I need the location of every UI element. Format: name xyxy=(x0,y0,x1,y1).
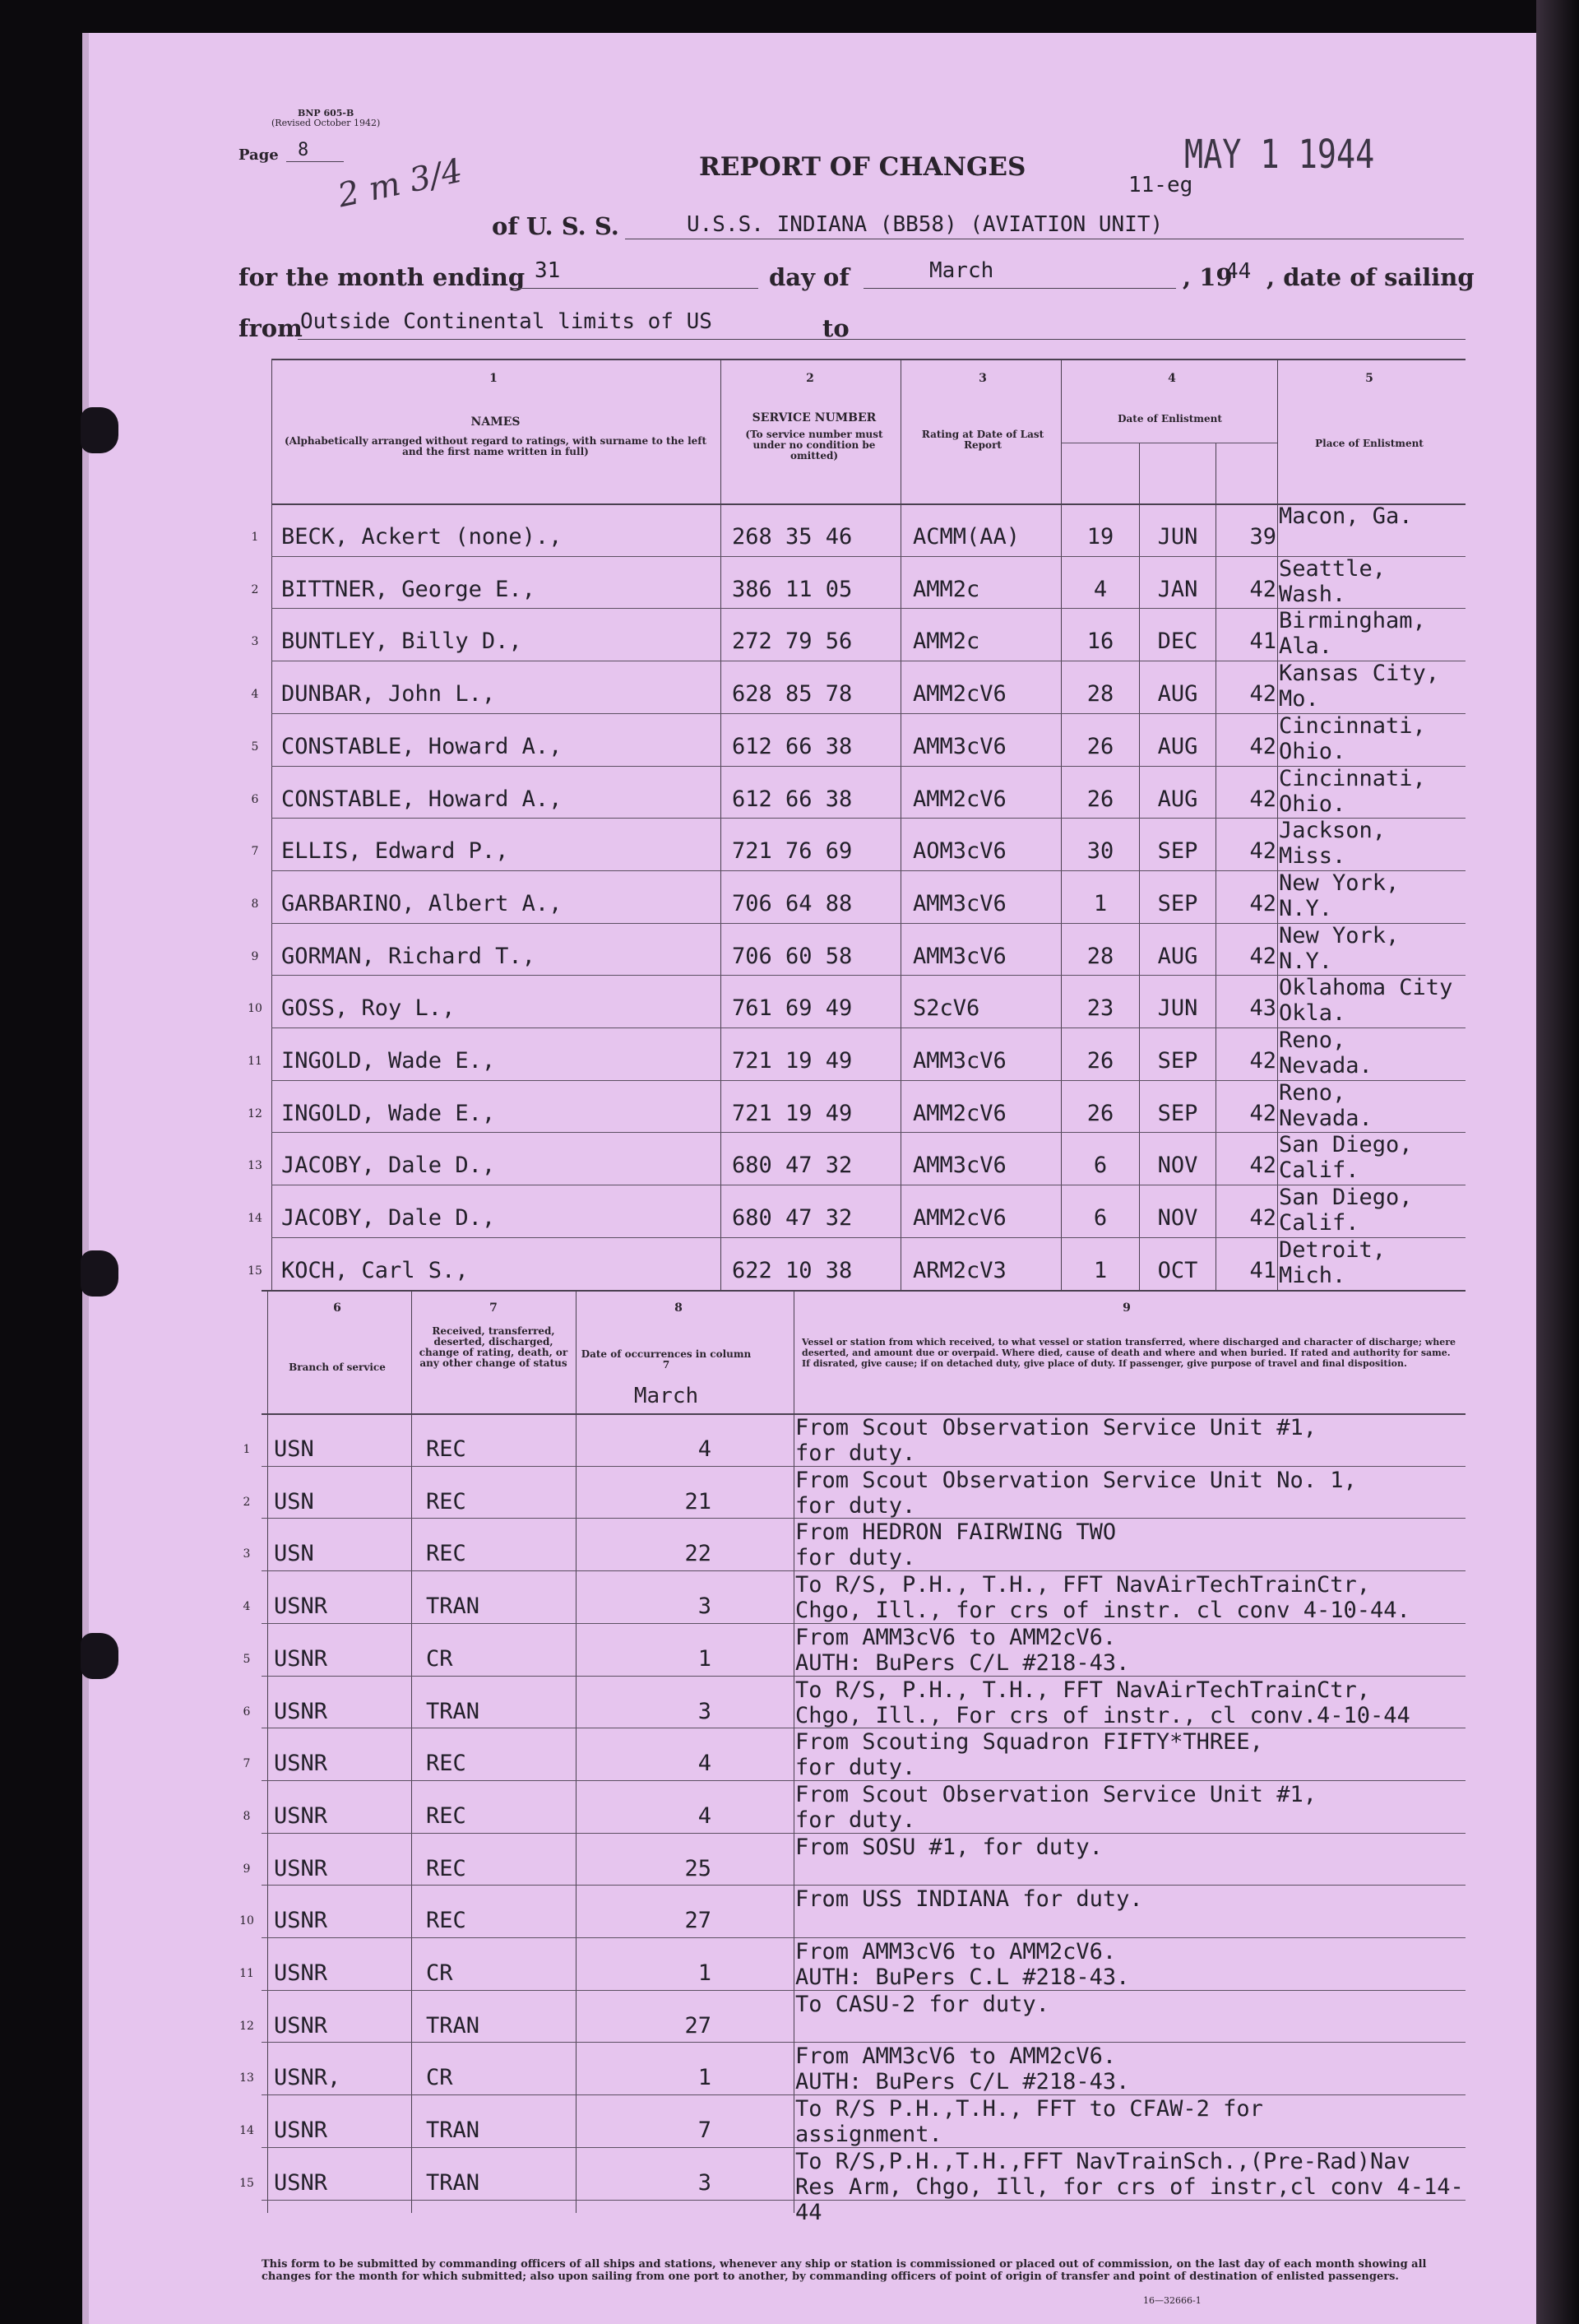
enlist-month-cell: SEP xyxy=(1157,838,1198,865)
enlist-day-cell: 28 xyxy=(1086,681,1114,707)
enlist-day-cell: 4 xyxy=(1093,576,1108,602)
enlist-place-cell: Birmingham, Ala. xyxy=(1279,608,1426,660)
status-cell: CR xyxy=(426,1960,453,1986)
row-number: 14 xyxy=(248,1212,262,1226)
enlist-year-cell: 42 xyxy=(1249,838,1276,865)
names-title: NAMES xyxy=(470,415,521,429)
row-number: 9 xyxy=(243,1862,251,1876)
service-number-cell: 706 60 58 xyxy=(732,943,853,969)
to-label: to xyxy=(822,314,850,342)
branch-cell: USNR xyxy=(274,1645,328,1672)
enlist-place-cell: Cincinnati, Ohio. xyxy=(1279,712,1426,764)
remarks-cell: From Scout Observation Service Unit #1, for duty. xyxy=(795,1415,1317,1466)
remarks-cell: From Scout Observation Service Unit #1, for duty. xyxy=(795,1781,1317,1833)
service-number-cell: 622 10 38 xyxy=(732,1257,853,1283)
rating-cell: ACMM(AA) xyxy=(913,524,1021,550)
enlist-year-cell: 41 xyxy=(1249,629,1276,655)
enlist-day-cell: 6 xyxy=(1093,1205,1108,1232)
name-cell: GOSS, Roy L., xyxy=(281,995,456,1022)
enlist-day-cell: 26 xyxy=(1086,1100,1114,1126)
enlist-day-cell: 1 xyxy=(1093,1257,1108,1283)
col-number-6: 6 xyxy=(333,1301,341,1315)
enlist-month-cell: NOV xyxy=(1157,1153,1198,1179)
enlist-place-cell: Cincinnati, Ohio. xyxy=(1279,765,1426,817)
row-number: 10 xyxy=(248,1002,262,1016)
occurrence-date-cell: 1 xyxy=(697,2065,711,2091)
page-underline xyxy=(286,161,344,162)
remarks-cell: From AMM3cV6 to AMM2cV6. AUTH: BuPers C/L #218-43. xyxy=(795,1624,1130,1676)
rule xyxy=(720,359,721,1290)
clerk-code: 11-eg xyxy=(1128,173,1193,197)
occurrence-date-cell: 4 xyxy=(697,1751,711,1777)
col-number-8: 8 xyxy=(674,1301,683,1315)
name-cell: INGOLD, Wade E., xyxy=(281,1100,496,1126)
form-code xyxy=(271,109,380,128)
status-cell: TRAN xyxy=(426,2118,480,2144)
enlist-year-cell: 42 xyxy=(1249,890,1276,916)
name-cell: CONSTABLE, Howard A., xyxy=(281,786,563,812)
branch-cell: USNR xyxy=(274,2118,328,2144)
enlist-month-cell: AUG xyxy=(1157,943,1198,969)
rule xyxy=(262,1290,1466,1292)
status-cell: CR xyxy=(426,1645,453,1672)
rule xyxy=(411,1290,412,2213)
enlist-day-cell: 30 xyxy=(1086,838,1114,865)
month-ending-label: for the month ending xyxy=(238,263,526,291)
enlist-day-cell: 16 xyxy=(1086,629,1114,655)
status-cell: REC xyxy=(426,1751,466,1777)
day-of-label: day of xyxy=(769,263,850,291)
service-number-cell: 272 79 56 xyxy=(732,629,853,655)
enlist-place-cell: Oklahoma City Okla. xyxy=(1279,975,1453,1027)
status-cell: REC xyxy=(426,1541,466,1567)
row-number: 11 xyxy=(248,1055,262,1068)
remarks-cell: From Scout Observation Service Unit No. 1, for duty. xyxy=(795,1467,1357,1519)
enlist-place-cell: New York, N.Y. xyxy=(1279,922,1400,974)
enlist-day-cell: 19 xyxy=(1086,524,1114,550)
branch-cell: USN xyxy=(274,1488,314,1515)
service-number-cell: 612 66 38 xyxy=(732,786,853,812)
row-number: 11 xyxy=(239,1967,254,1980)
enlist-place-cell: Macon, Ga. xyxy=(1279,503,1413,529)
service-note: (To service number must under no condition be omitted) xyxy=(745,429,883,462)
enlist-year-cell: 42 xyxy=(1249,681,1276,707)
remarks-cell: From AMM3cV6 to AMM2cV6. AUTH: BuPers C.L #218-43. xyxy=(795,1939,1130,1990)
rating-title: Rating at Date of Last Report xyxy=(921,429,1044,451)
occurrence-date-cell: 3 xyxy=(697,2169,711,2196)
from-value: Outside Continental limits of US xyxy=(300,309,712,334)
service-title: SERVICE NUMBER xyxy=(752,411,877,424)
remarks-cell: To R/S,P.H.,T.H.,FFT NavTrainSch.,(Pre-Rad)Nav Res Arm, Chgo, Ill, for crs of instr,cl conv 4-14- 44 xyxy=(795,2148,1464,2225)
year-suffix: 44 xyxy=(1225,259,1252,284)
status-cell: REC xyxy=(426,1488,466,1515)
service-number-cell: 268 35 46 xyxy=(732,524,853,550)
enlist-day-cell: 26 xyxy=(1086,786,1114,812)
names-note: (Alphabetically arranged without regard to ratings, with surname to the left and the first name written in full) xyxy=(284,435,707,457)
enlist-place-title: Place of Enlistment xyxy=(1315,438,1424,449)
rule xyxy=(267,1290,268,2213)
enlist-place-cell: New York, N.Y. xyxy=(1279,870,1400,921)
name-cell: JACOBY, Dale D., xyxy=(281,1153,496,1179)
enlist-day-cell: 26 xyxy=(1086,733,1114,759)
row-number: 15 xyxy=(239,2176,254,2190)
name-cell: BITTNER, George E., xyxy=(281,576,535,602)
status-cell: TRAN xyxy=(426,2012,480,2039)
enlist-day-cell: 1 xyxy=(1093,890,1108,916)
row-number: 2 xyxy=(243,1495,251,1509)
rating-cell: AMM3cV6 xyxy=(913,943,1007,969)
row-number: 1 xyxy=(243,1443,251,1456)
enlist-day-cell: 26 xyxy=(1086,1048,1114,1074)
row-number: 1 xyxy=(251,531,259,544)
enlist-year-cell: 43 xyxy=(1249,995,1276,1022)
occurrence-date-cell: 27 xyxy=(684,2012,711,2039)
status-cell: REC xyxy=(426,1908,466,1934)
occurrence-date-cell: 7 xyxy=(697,2118,711,2144)
enlist-month-cell: SEP xyxy=(1157,1100,1198,1126)
branch-cell: USNR xyxy=(274,1855,328,1881)
print-code: 16—32666-1 xyxy=(1143,2295,1202,2306)
remarks-cell: From SOSU #1, for duty. xyxy=(795,1834,1103,1860)
binder-hole-icon xyxy=(81,407,118,453)
branch-cell: USNR xyxy=(274,2169,328,2196)
day-underline xyxy=(512,288,758,289)
remarks-cell: To CASU-2 for duty. xyxy=(795,1991,1049,2017)
remarks-cell: To R/S P.H.,T.H., FFT to CFAW-2 for assignment. xyxy=(795,2096,1263,2148)
month-value: March xyxy=(929,258,994,283)
row-number: 9 xyxy=(251,949,259,963)
col-number-1: 1 xyxy=(489,372,498,385)
rating-cell: AMM2cV6 xyxy=(913,1100,1007,1126)
form-code-number: BNP 605-B xyxy=(298,108,354,118)
service-number-cell: 761 69 49 xyxy=(732,995,853,1022)
date-stamp: MAY 1 1944 xyxy=(1184,132,1375,178)
enlist-day-cell: 6 xyxy=(1093,1153,1108,1179)
enlist-year-cell: 42 xyxy=(1249,733,1276,759)
status-cell: TRAN xyxy=(426,1698,480,1724)
row-number: 5 xyxy=(251,740,259,754)
enlist-month-cell: AUG xyxy=(1157,681,1198,707)
row-number: 6 xyxy=(251,792,259,806)
uss-value: U.S.S. INDIANA (BB58) (AVIATION UNIT) xyxy=(687,212,1164,237)
status-cell: TRAN xyxy=(426,1593,480,1620)
rating-cell: AMM2c xyxy=(913,629,980,655)
rule xyxy=(1277,359,1278,1290)
from-label: from xyxy=(238,314,303,342)
name-cell: JACOBY, Dale D., xyxy=(281,1205,496,1232)
row-number: 2 xyxy=(251,582,259,596)
branch-cell: USNR xyxy=(274,1751,328,1777)
day-value: 31 xyxy=(535,258,561,283)
occurrence-date-cell: 4 xyxy=(697,1436,711,1462)
branch-cell: USNR xyxy=(274,1802,328,1829)
enlist-year-cell: 42 xyxy=(1249,943,1276,969)
row-number: 5 xyxy=(243,1652,251,1666)
row-number: 13 xyxy=(248,1159,262,1173)
remarks-cell: From AMM3cV6 to AMM2cV6. AUTH: BuPers C/L #218-43. xyxy=(795,2043,1130,2095)
enlist-month-cell: DEC xyxy=(1157,629,1198,655)
date-month: March xyxy=(633,1384,699,1408)
rating-cell: AMM3cV6 xyxy=(913,1153,1007,1179)
enlist-date-title: Date of Enlistment xyxy=(1118,413,1222,424)
row-number: 8 xyxy=(243,1809,251,1823)
month-underline xyxy=(864,288,1176,289)
remarks-title: Vessel or station from which received, to what vessel or station transferred, where discharged and character of discharge; where deserted, and amount due or overpaid. Where died, cause of death and where and when buried. If rated and authority for same. If disrated, give cause; if on detached duty, give place of duty. If passenger, give purpose of travel and final disposition. xyxy=(802,1337,1456,1369)
col-number-5: 5 xyxy=(1365,372,1373,385)
enlist-year-cell: 42 xyxy=(1249,786,1276,812)
occurrence-date-cell: 3 xyxy=(697,1593,711,1620)
row-number: 3 xyxy=(243,1547,251,1561)
enlist-day-cell: 28 xyxy=(1086,943,1114,969)
enlist-year-cell: 42 xyxy=(1249,1205,1276,1232)
enlist-place-cell: Reno, Nevada. xyxy=(1279,1027,1373,1079)
service-number-cell: 386 11 05 xyxy=(732,576,853,602)
status-cell: TRAN xyxy=(426,2169,480,2196)
remarks-cell: To R/S, P.H., T.H., FFT NavAirTechTrainCtr, Chgo, Ill., for crs of instr. cl conv 4-10-44. xyxy=(795,1572,1410,1624)
binder-hole-icon xyxy=(81,1633,118,1679)
service-number-cell: 706 64 88 xyxy=(732,890,853,916)
page-number: 8 xyxy=(298,140,309,160)
occurrence-date-cell: 22 xyxy=(684,1541,711,1567)
occurrence-date-cell: 1 xyxy=(697,1645,711,1672)
row-number: 7 xyxy=(251,845,259,859)
occurrence-date-cell: 27 xyxy=(684,1908,711,1934)
binder-hole-icon xyxy=(81,1250,118,1297)
occurrence-date-cell: 25 xyxy=(684,1855,711,1881)
branch-cell: USNR xyxy=(274,1960,328,1986)
col-number-4: 4 xyxy=(1168,372,1176,385)
uss-label: of U. S. S. xyxy=(492,212,619,240)
rating-cell: AMM2cV6 xyxy=(913,786,1007,812)
page-label: Page xyxy=(238,146,279,164)
occurrence-date-cell: 1 xyxy=(697,1960,711,1986)
enlist-place-cell: Detroit, Mich. xyxy=(1279,1236,1387,1288)
from-underline xyxy=(298,339,1466,340)
name-cell: DUNBAR, John L., xyxy=(281,681,496,707)
row-number: 4 xyxy=(251,688,259,702)
branch-cell: USNR xyxy=(274,1698,328,1724)
row-number: 8 xyxy=(251,897,259,911)
row-number: 10 xyxy=(239,1914,254,1928)
status-title: Received, transferred, deserted, discharged, change of rating, death, or any other change of status xyxy=(419,1325,568,1369)
table-row-rule xyxy=(262,1937,1466,1938)
col-number-9: 9 xyxy=(1123,1301,1131,1315)
table-row-rule xyxy=(262,2042,1466,2043)
enlist-year-cell: 42 xyxy=(1249,1153,1276,1179)
remarks-cell: From USS INDIANA for duty. xyxy=(795,1886,1143,1913)
rule xyxy=(271,359,272,1290)
name-cell: KOCH, Carl S., xyxy=(281,1257,469,1283)
rating-cell: AMM3cV6 xyxy=(913,890,1007,916)
rule xyxy=(1139,443,1140,1290)
enlist-month-cell: JUN xyxy=(1157,524,1198,550)
occurrence-date-cell: 21 xyxy=(684,1488,711,1515)
scan-edge xyxy=(1536,0,1579,2324)
enlist-year-cell: 41 xyxy=(1249,1257,1276,1283)
enlist-year-cell: 42 xyxy=(1249,1048,1276,1074)
enlist-month-cell: SEP xyxy=(1157,1048,1198,1074)
name-cell: BUNTLEY, Billy D., xyxy=(281,629,522,655)
enlist-month-cell: OCT xyxy=(1157,1257,1198,1283)
year-prefix: , 19 xyxy=(1183,263,1233,291)
col-number-2: 2 xyxy=(806,372,814,385)
enlist-place-cell: San Diego, Calif. xyxy=(1279,1132,1413,1184)
rating-cell: AMM3cV6 xyxy=(913,733,1007,759)
rating-cell: S2cV6 xyxy=(913,995,980,1022)
row-number: 14 xyxy=(239,2124,254,2138)
branch-cell: USN xyxy=(274,1436,314,1462)
status-cell: REC xyxy=(426,1436,466,1462)
enlist-month-cell: JUN xyxy=(1157,995,1198,1022)
branch-title: Branch of service xyxy=(289,1361,386,1373)
branch-cell: USNR xyxy=(274,1593,328,1620)
status-cell: REC xyxy=(426,1802,466,1829)
enlist-year-cell: 42 xyxy=(1249,1100,1276,1126)
rating-cell: ARM2cV3 xyxy=(913,1257,1007,1283)
enlist-month-cell: JAN xyxy=(1157,576,1198,602)
row-number: 4 xyxy=(243,1600,251,1614)
enlist-day-cell: 23 xyxy=(1086,995,1114,1022)
service-number-cell: 680 47 32 xyxy=(732,1153,853,1179)
name-cell: BECK, Ackert (none)., xyxy=(281,524,563,550)
enlist-month-cell: SEP xyxy=(1157,890,1198,916)
remarks-cell: From Scouting Squadron FIFTY*THREE, for duty. xyxy=(795,1729,1263,1781)
rating-cell: AOM3cV6 xyxy=(913,838,1007,865)
service-number-cell: 680 47 32 xyxy=(732,1205,853,1232)
branch-cell: USN xyxy=(274,1541,314,1567)
enlist-year-cell: 39 xyxy=(1249,524,1276,550)
enlist-month-cell: AUG xyxy=(1157,786,1198,812)
rating-cell: AMM2c xyxy=(913,576,980,602)
branch-cell: USNR xyxy=(274,1908,328,1934)
enlist-place-cell: Kansas City, Mo. xyxy=(1279,661,1440,712)
sailing-label: , date of sailing xyxy=(1266,263,1475,291)
row-number: 15 xyxy=(248,1264,262,1278)
name-cell: CONSTABLE, Howard A., xyxy=(281,733,563,759)
row-number: 7 xyxy=(243,1757,251,1771)
status-cell: CR xyxy=(426,2065,453,2091)
rating-cell: AMM2cV6 xyxy=(913,681,1007,707)
occurrence-date-cell: 4 xyxy=(697,1802,711,1829)
handwritten-note: 2 m 3/4 xyxy=(334,151,466,216)
name-cell: ELLIS, Edward P., xyxy=(281,838,509,865)
remarks-cell: To R/S, P.H., T.H., FFT NavAirTechTrainCtr, Chgo, Ill., For crs of instr., cl conv.4-10-44 xyxy=(795,1677,1410,1728)
service-number-cell: 721 19 49 xyxy=(732,1100,853,1126)
remarks-cell: From HEDRON FAIRWING TWO for duty. xyxy=(795,1519,1117,1571)
occurrence-date-cell: 3 xyxy=(697,1698,711,1724)
enlist-place-cell: Jackson, Miss. xyxy=(1279,818,1387,870)
service-number-cell: 721 19 49 xyxy=(732,1048,853,1074)
rating-cell: AMM3cV6 xyxy=(913,1048,1007,1074)
col-number-7: 7 xyxy=(489,1301,498,1315)
enlist-place-cell: San Diego, Calif. xyxy=(1279,1185,1413,1236)
rule xyxy=(1061,359,1062,1290)
status-cell: REC xyxy=(426,1855,466,1881)
table-row-rule xyxy=(262,1885,1466,1886)
form-code-revised: (Revised October 1942) xyxy=(271,118,381,128)
name-cell: GARBARINO, Albert A., xyxy=(281,890,563,916)
col-number-3: 3 xyxy=(979,372,987,385)
name-cell: GORMAN, Richard T., xyxy=(281,943,535,969)
enlist-month-cell: AUG xyxy=(1157,733,1198,759)
enlist-month-cell: NOV xyxy=(1157,1205,1198,1232)
enlist-place-cell: Seattle, Wash. xyxy=(1279,555,1387,607)
service-number-cell: 721 76 69 xyxy=(732,838,853,865)
service-number-cell: 612 66 38 xyxy=(732,733,853,759)
date-title: Date of occurrences in column 7 xyxy=(581,1348,752,1371)
row-number: 12 xyxy=(239,2019,254,2033)
branch-cell: USNR, xyxy=(274,2065,341,2091)
form-instructions: This form to be submitted by commanding officers of all ships and stations, whenever any ship or station is commissioned or placed out of commission, on the last day of each month showing all changes for the month for which submitted; also upon sailing from one port to another, by commanding officers of point of origin of transfer and point of destination of enlisted passengers. xyxy=(262,2258,1427,2283)
row-number: 3 xyxy=(251,635,259,649)
rating-cell: AMM2cV6 xyxy=(913,1205,1007,1232)
enlist-year-cell: 42 xyxy=(1249,576,1276,602)
name-cell: INGOLD, Wade E., xyxy=(281,1048,496,1074)
enlist-place-cell: Reno, Nevada. xyxy=(1279,1079,1373,1131)
row-number: 12 xyxy=(248,1106,262,1120)
row-number: 6 xyxy=(243,1705,251,1719)
page-title: REPORT OF CHANGES xyxy=(699,152,1026,182)
service-number-cell: 628 85 78 xyxy=(732,681,853,707)
branch-cell: USNR xyxy=(274,2012,328,2039)
row-number: 13 xyxy=(239,2071,254,2085)
